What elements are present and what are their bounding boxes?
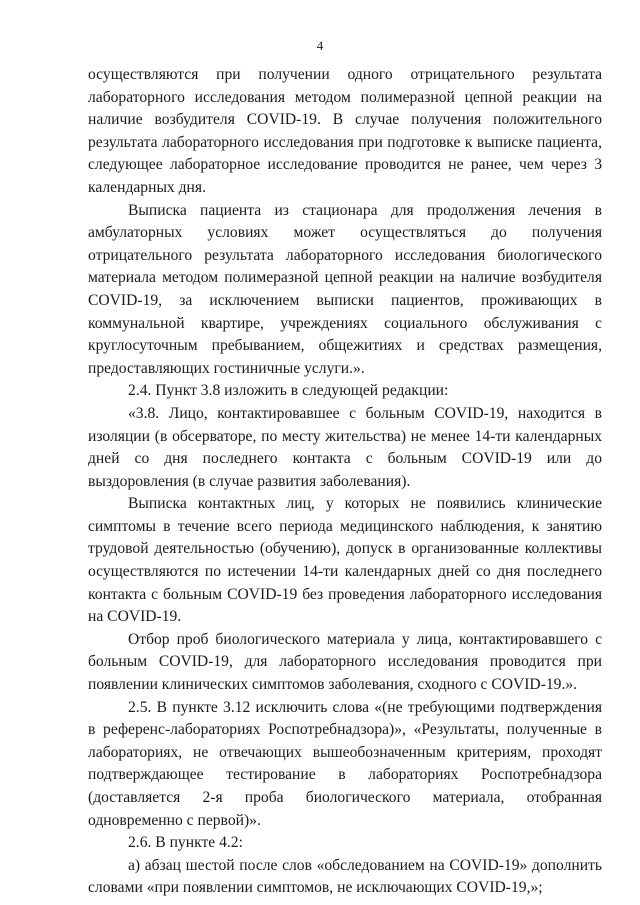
paragraph-item-2-4: 2.4. Пункт 3.8 изложить в следующей редакции:	[128, 382, 449, 400]
paragraph-continuation: осуществляются при получении одного отрицательного результата лабораторного исследования методом полимеразной цепной реакции на наличие возбудителя COVID-19. В случае получения положительного результата лабораторного исследования при подготовке к выписке пациента, следующее лабораторное исследование проводится не ранее, чем через 3 календарных дня.	[88, 66, 602, 196]
page-number: 4	[316, 38, 324, 53]
paragraph-item-2-6: 2.6. В пункте 4.2:	[128, 834, 243, 852]
paragraph-clause-3-8: «3.8. Лицо, контактировавшее с больным COVID-19, находится в изоляции (в обсерваторе, по месту жительства) не менее 14-ти календарных дней со дня последнего контакта с больным COVID-19 или до выздоровления (в случае развития заболевания).	[88, 404, 602, 490]
paragraph-subitem-a: а) абзац шестой после слов «обследованием на COVID-19» дополнить словами «при появлении симптомов, не исключающих COVID-19,»;	[88, 856, 602, 897]
paragraph-contact-discharge: Выписка контактных лиц, у которых не появились клинические симптомы в течение всего периода медицинского наблюдения, к занятию трудовой деятельностью (обучению), допуск в организованные коллективы осуществляются по истечении 14-ти календарных дней со дня последнего контакта с больным COVID-19 без проведения лабораторного исследования на COVID-19.	[88, 495, 602, 626]
document-body	[88, 64, 602, 900]
paragraph-sampling: Отбор проб биологического материала у лица, контактировавшего с больным COVID-19, для лабораторного исследования проводится при появлении клинических симптомов заболевания, сходного с COVID-19.».	[88, 630, 602, 694]
paragraph-discharge-outpatient: Выписка пациента из стационара для продолжения лечения в амбулаторных условиях может осуществляться до получения отрицательного результата лабораторного исследования биологического материала методом полимеразной цепной реакции на наличие возбудителя COVID-19, за исключением выписки пациентов, проживающих в коммунальной квартире, учреждениях социального обслуживания с круглосуточным пребыванием, общежитиях и средствах размещения, предоставляющих гостиничные услуги.».	[88, 201, 602, 377]
paragraph-item-2-5: 2.5. В пункте 3.12 исключить слова «(не требующими подтверждения в референс-лабораториях Роспотребнадзора)», «Результаты, полученные в лабораториях, не отвечающих вышеобозначенным критериям, проходят подтверждающее тестирование в лабораториях Роспотребнадзора (доставляется 2-я проба биологического материала, отобранная одновременно с первой)».	[88, 698, 602, 829]
